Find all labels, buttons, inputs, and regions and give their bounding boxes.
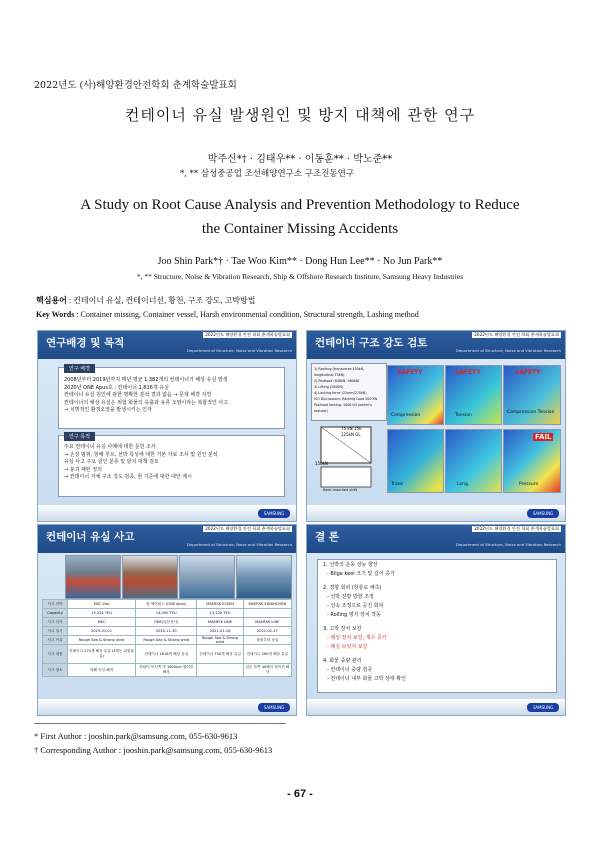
title-english-line1: A Study on Root Cause Analysis and Prevention Methodology to Reduce [80,197,520,213]
table-cell: 일본 북쪽 40해리 떨어진 해상 [243,664,291,677]
mount-label: Rack mounted shift [323,488,357,492]
samsung-logo: SAMSUNG [258,703,290,712]
conclusion-item: - 선박 전방 방향 조정 [327,594,374,600]
table-cell: MSC [68,618,136,627]
fail-label: FAIL [535,433,552,441]
keywords-korean-label: 핵심용어 [36,296,67,305]
table-row-label: 사고 선박 [43,600,68,609]
load-item: ISO Discussions: Racking Load 300 KN [314,397,378,401]
slide-background-purpose [37,330,297,522]
slide-title: 컨테이너 구조 강도 검토 [315,337,428,349]
affiliation-english: *, ** Structure, Noise & Vibration Research, Ship & Offshore Research Institute, Samsung Heavy Industries [136,272,464,281]
table-cell [243,609,291,618]
table-row [43,600,292,609]
table-cell: 복원추력 상실 [243,636,291,645]
conclusion-item: - 컨테이너 내부 화물 고박 상태 확인 [327,676,406,682]
slide-title: 결 론 [315,531,339,543]
purpose-line: → 붕괴 패턴 정의 [64,466,102,473]
table-row [43,664,292,677]
safety-label: SAFETY [397,369,423,376]
samsung-logo: SAMSUNG [527,509,559,518]
slide-structural-strength [306,330,566,522]
table-cell: MAERSK EINDHOVEN [243,600,291,609]
background-lines [64,377,284,415]
fea-label: Pressure [519,482,539,487]
dim-label: 125kN GL [341,432,361,437]
bg-line: 2008년부터 2019년까지 매년 평균 1,382개의 컨테이너가 해상 유실 발생 [64,377,228,383]
table-row-label: 사고 선사 [43,618,68,627]
load-item: 4) Lashing force (22mm/270kN) [314,391,367,395]
slide-tag: 2022년도 해양환경 안전 학회 춘계학술발표회 [474,332,559,337]
keywords-korean-text: : 컨테이너 유실, 컨테이너선, 황천, 구조 강도, 고박방법 [68,296,256,305]
table-row-label: 사고 내용 [43,645,68,664]
safety-label: SAFETY [515,369,541,376]
slide-subtitle: Department of Structure, Noise and Vibration Research [456,542,561,547]
dim-label: 75 kN 150 [341,426,362,431]
table-cell: 컨테이너 1816개 해상 유실 [136,645,197,664]
table-cell: MAERSK ESSEN [197,600,243,609]
table-cell: 13,220 TEU [197,609,243,618]
conclusion-item: 4. 화물 중량 관리 [323,658,362,664]
footnote-divider [34,723,286,724]
load-label: 150kN [315,461,328,466]
keywords-english-label: Key Words [36,310,75,319]
slide-subtitle: Department of Structure, Noise and Vibration Research [187,348,292,353]
load-item: 1) Racking (transverse:150kN, longitudinal 75kN) [314,367,365,377]
bg-line: 컨테이너 유실 원인에 관한 명확한 분석 결과 없음 → 문제 해결 지연 [64,392,212,399]
conclusion-item: - 선속 조정으로 공진 회피 [327,603,384,609]
bg-line: 컨테이너의 해상 유실은 위험 화물의 유출과 유류 오염이라는 복합적인 사고 [64,399,229,406]
samsung-logo: SAMSUNG [527,703,559,712]
affiliation-korean: *, ** 삼성중공업 조선해양연구소 구조진동연구 [180,169,355,179]
conclusion-item: 3. 고박 장치 보강 [323,626,362,632]
slide-tag: 2022년도 해양환경 안전 학회 춘계학술발표회 [205,526,290,531]
table-cell: 2021-01-16 [197,627,243,636]
table-row [43,636,292,645]
table-row [43,618,292,627]
accident-photo [122,555,178,599]
load-item: 2) Postload (848kN, 960kN) [314,379,360,383]
load-list [311,363,387,421]
table-cell: Rough Sea & Strong wind [197,636,243,645]
purpose-box-head: 연구 목적 [64,432,95,441]
fea-label: Compression [391,413,421,418]
table-row [43,627,292,636]
table-cell: 2019-01-01 [68,627,136,636]
table-cell: 컨테이너 750개 해상 유실 [197,645,243,664]
table-cell: Rough Sea & Strong wind [136,636,197,645]
slide-title: 연구배경 및 목적 [46,337,125,349]
footnote-first-author: * First Author : jooshin.park@samsung.com, 055-630-9613 [34,731,238,741]
slide-conclusion [306,524,566,716]
keywords-english-text: : Container missing, Container vessel, Harsh environmental condition, Structural strength, Lashing method [76,310,419,319]
table-cell: 2021-02-17 [243,627,291,636]
samsung-logo: SAMSUNG [258,509,290,518]
table-row-label: 사고 일시 [43,627,68,636]
table-row [43,645,292,664]
load-item: 3) Lifting (2000N) [314,385,344,389]
conclusion-item-highlight: - 래싱 장치 보강, 개수 증가 [327,635,387,641]
slide-tag: 2022년도 해양환경 안전 학회 춘계학술발표회 [205,332,290,337]
slide-title: 컨테이너 유실 사고 [46,531,135,543]
accident-photo [65,555,121,599]
table-cell: ONE(일본선사) [136,618,197,627]
bg-line: 2020년 ONE Apus호 : 컨테이너 1,816개 유실 [64,384,169,391]
table-cell: 19,224 TEU [68,609,136,618]
conclusion-item-highlight: - 래싱 브릿지 보강 [327,644,368,650]
accident-table [42,599,292,677]
conclusion-item: - Rolling 병지 장치 작동 [327,612,381,618]
title-english [40,193,560,241]
background-box-head: 연구 배경 [64,364,95,373]
keywords-english [36,310,419,319]
authors-english: Joo Shin Park*† · Tae Woo Kim** · Dong Hun Lee** · No Jun Park** [157,256,443,267]
accident-photo [236,555,292,599]
purpose-line: → 컨테이너 자체 구조 강도 검증, 현 기준에 대한 대안 제시 [64,474,192,481]
fea-label: Compression Tension [507,410,555,415]
table-cell: 북해 독일 해역 [68,664,136,677]
table-cell: 2020-11-30 [136,627,197,636]
table-cell [197,664,243,677]
table-cell: MAERSK LINE [197,618,243,627]
table-cell: 원 에이퍼스 (ONE Apus) [136,600,197,609]
accident-photo [179,555,235,599]
purpose-line: 주요 컨테이너 유실 사례에 대한 문헌 조사 [64,444,156,450]
table-cell: 컨테이너 270개 해상 유실 (3개는 위험물질) [68,645,136,664]
bg-line: → 치명적인 환경오염을 발생시키는 인자 [64,407,152,414]
container-sketch [311,421,381,493]
table-cell: 하와이 북서쪽 약 1600km 떨어진 해상 [136,664,197,677]
load-item: Postload lashing: 1000 kN (owner's request) [314,403,372,413]
conference-header: 2022년도 (사)해양환경안전학회 춘계학술발표회 [34,80,237,91]
fea-label: Trans [391,482,403,487]
slide-subtitle: Department of Structure, Noise and Vibration Research [187,542,292,547]
title-english-line2: the Container Missing Accidents [201,221,399,237]
conclusion-item: - 컨테이너 중량 검증 [327,667,373,673]
table-row-label: Capacity [43,609,68,618]
table-cell: MSC Zoe [68,600,136,609]
slide-subtitle: Department of Structure, Noise and Vibration Research [456,348,561,353]
page-number: - 67 - [287,788,313,800]
table-row [43,609,292,618]
table-cell: 컨테이너 260개 해상 유실 [243,645,291,664]
conclusion-item: 2. 경향 회피 (항통로 예측) [323,585,382,591]
title-korean: 컨테이너 유실 발생원인 및 방지 대책에 관한 연구 [124,106,476,124]
fea-long [445,429,502,493]
table-cell: Rough Sea & Strong wind [68,636,136,645]
table-row-label: 사고 이유 [43,636,68,645]
keywords-korean [36,295,255,306]
conclusion-item: - Bilge keel 크기 및 길이 증가 [327,571,395,577]
table-cell: MAERSK LINE [243,618,291,627]
purpose-lines [64,444,284,482]
safety-label: SAFETY [455,369,481,376]
table-row-label: 사고 장소 [43,664,68,677]
table-cell: 14,000 TEU [136,609,197,618]
footnote-corresponding-author: † Corresponding Author : jooshin.park@samsung.com, 055-630-9613 [34,745,273,755]
conclusion-item: 1. 선박의 운동 상능 향상 [323,562,378,568]
authors-korean: 박주신*† · 김태우** · 이동훈** · 박노준** [207,154,393,165]
purpose-line: → 손상 범위, 항해 루트, 선박 특성에 대한 기본 자료 조사 및 원인 분석 [64,451,218,458]
fea-label: Tension [455,413,472,418]
slide-loss-accidents [37,524,297,716]
purpose-line: 유실 사고 주요 원인 분류 및 방지 대책 검토 [64,459,159,466]
fea-label: Long. [457,482,470,487]
slide-tag: 2022년도 해양환경 안전 학회 춘계학술발표회 [474,526,559,531]
